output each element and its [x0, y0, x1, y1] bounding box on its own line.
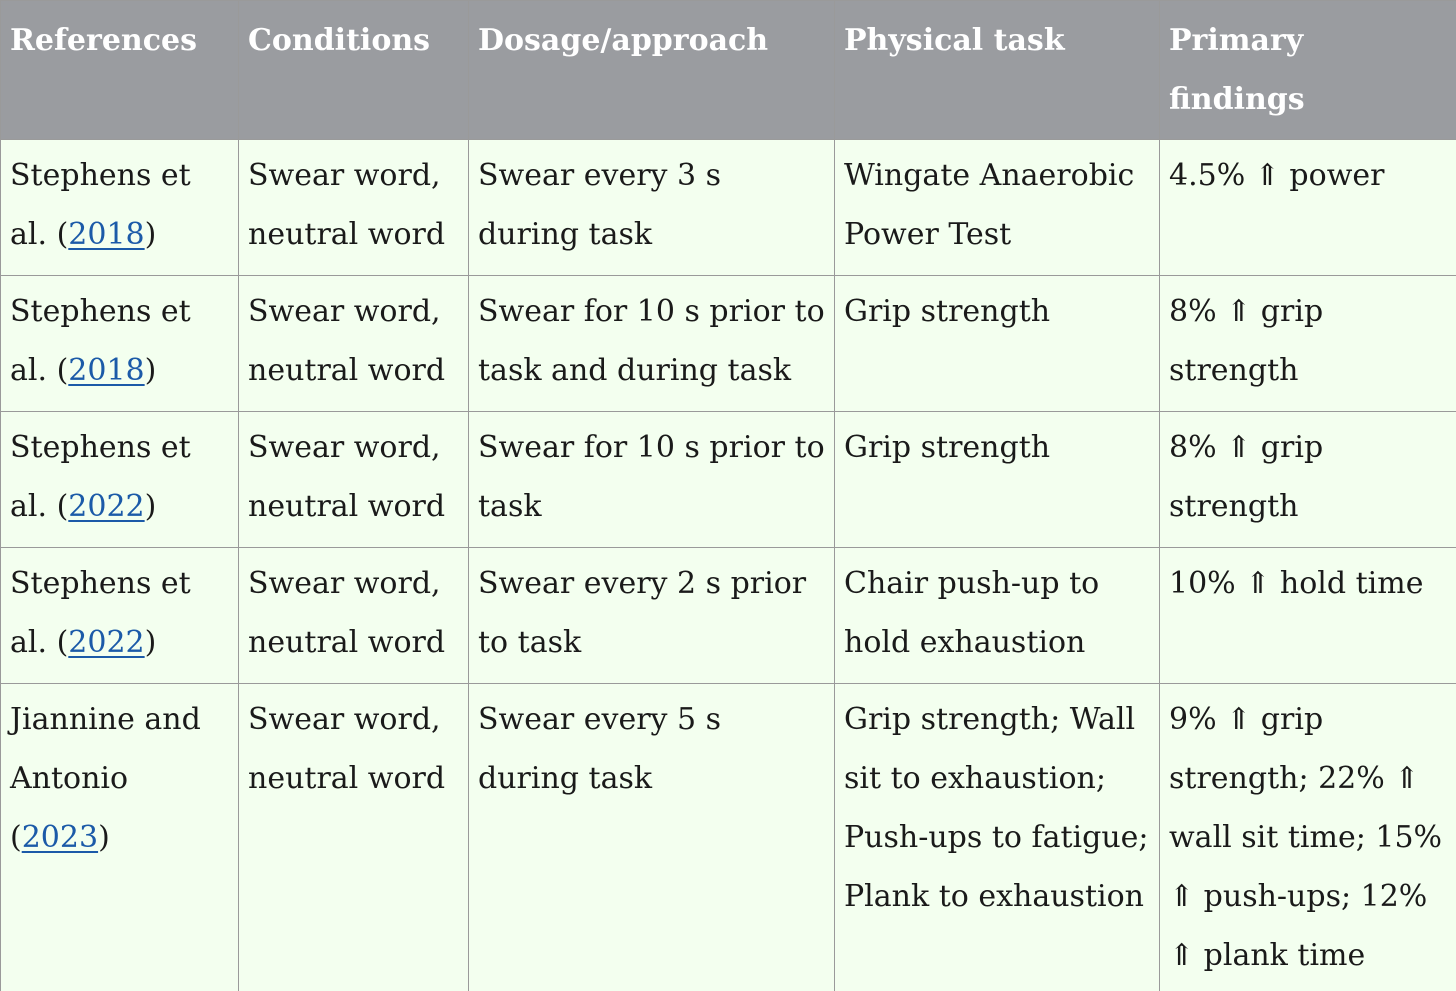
dosage-cell: Swear every 3 s during task — [469, 140, 835, 276]
reference-year-link[interactable]: 2018 — [68, 353, 145, 388]
reference-author: Stephens et al. — [10, 566, 191, 660]
table-row — [1, 684, 1456, 991]
findings-cell: 8% ⇑ grip strength — [1160, 276, 1456, 412]
dosage-cell: Swear every 5 s during task — [469, 684, 835, 991]
reference-cell: Stephens et al. (2022) — [1, 412, 239, 548]
reference-author: Stephens et al. — [10, 294, 191, 388]
reference-year-link[interactable]: 2023 — [21, 820, 99, 855]
task-cell: Grip strength — [835, 276, 1160, 412]
table-row — [1, 412, 1456, 548]
dosage-cell: Swear every 2 s prior to task — [469, 548, 835, 684]
task-cell: Wingate Anaerobic Power Test — [835, 140, 1160, 276]
findings-cell: 4.5% ⇑ power — [1160, 140, 1456, 276]
conditions-cell: Swear word, neutral word — [239, 140, 469, 276]
reference-year-link[interactable]: 2022 — [68, 625, 145, 660]
conditions-cell: Swear word, neutral word — [239, 412, 469, 548]
reference-cell: Stephens et al. (2018) — [1, 276, 239, 412]
dosage-cell: Swear for 10 s prior to task — [469, 412, 835, 548]
reference-cell: Stephens et al. (2022) — [1, 548, 239, 684]
conditions-cell: Swear word, neutral word — [239, 548, 469, 684]
dosage-cell: Swear for 10 s prior to task and during task — [469, 276, 835, 412]
findings-cell: 8% ⇑ grip strength — [1160, 412, 1456, 548]
conditions-cell: Swear word, neutral word — [239, 684, 469, 991]
header-references: References — [1, 1, 239, 140]
reference-cell: Stephens et al. (2018) — [1, 140, 239, 276]
header-row — [1, 1, 1456, 140]
header-primary-findings: Primary findings — [1160, 1, 1456, 140]
reference-cell: Jiannine and Antonio (2023) — [1, 684, 239, 991]
reference-year-link[interactable]: 2018 — [68, 217, 145, 252]
task-cell: Chair push-up to hold exhaustion — [835, 548, 1160, 684]
task-cell: Grip strength; Wall sit to exhaustion; Push-ups to fatigue; Plank to exhaustion — [835, 684, 1160, 991]
table-row — [1, 548, 1456, 684]
header-conditions: Conditions — [239, 1, 469, 140]
table-row — [1, 140, 1456, 276]
findings-cell: 10% ⇑ hold time — [1160, 548, 1456, 684]
task-cell: Grip strength — [835, 412, 1160, 548]
header-dosage: Dosage/approach — [469, 1, 835, 140]
reference-author: Stephens et al. — [10, 430, 191, 524]
reference-author: Jiannine and Antonio — [10, 702, 201, 796]
table-row — [1, 276, 1456, 412]
reference-year-link[interactable]: 2022 — [68, 489, 145, 524]
header-physical-task: Physical task — [835, 1, 1160, 140]
conditions-cell: Swear word, neutral word — [239, 276, 469, 412]
reference-author: Stephens et al. — [10, 158, 191, 252]
findings-cell: 9% ⇑ grip strength; 22% ⇑ wall sit time; 15% ⇑ push-ups; 12% ⇑ plank time — [1160, 684, 1456, 991]
